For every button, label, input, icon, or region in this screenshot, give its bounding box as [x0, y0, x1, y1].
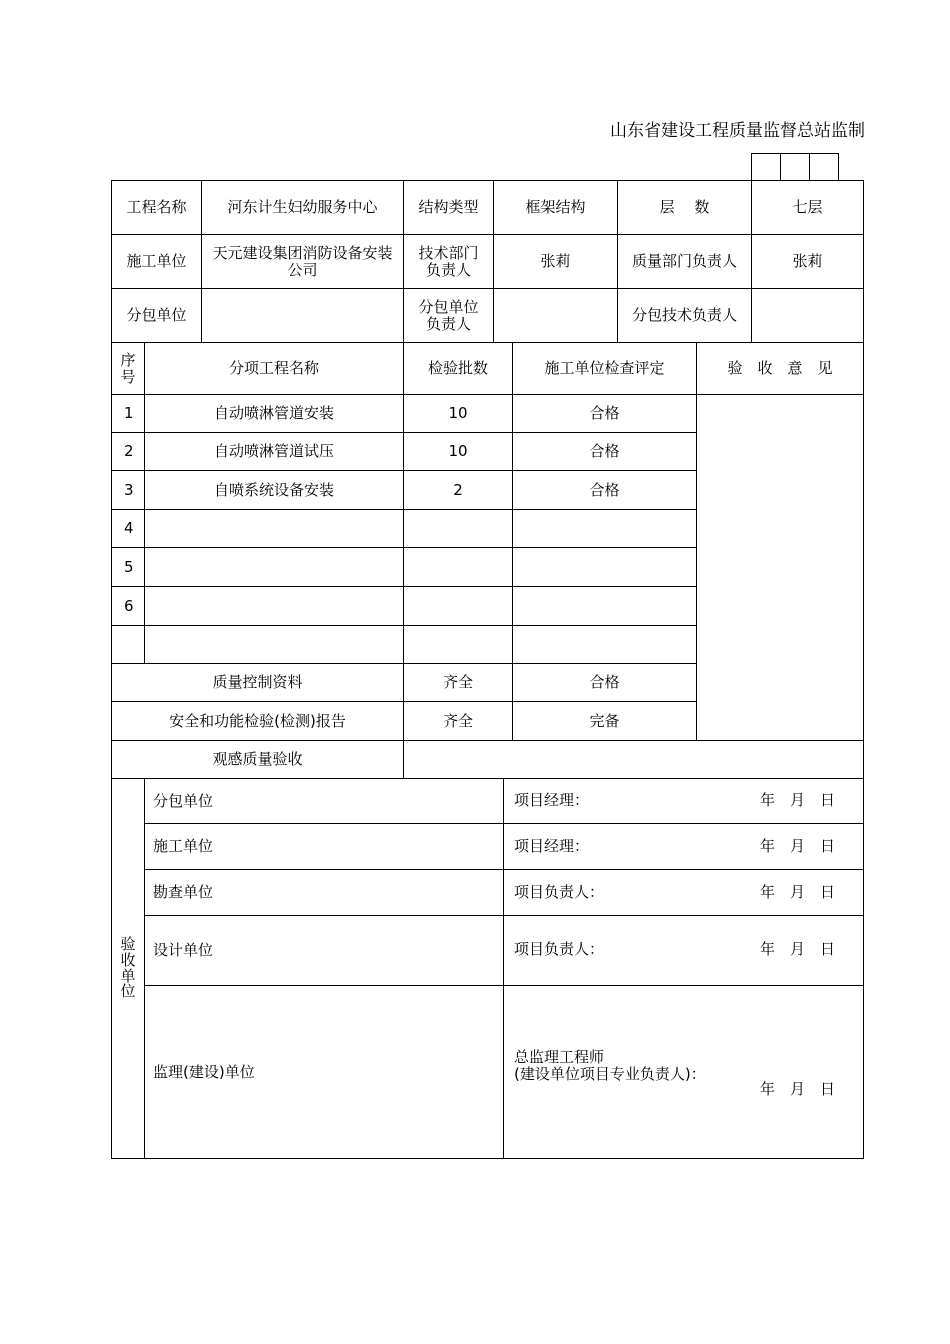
row-seq: 4: [111, 509, 145, 548]
project-name-label: 工程名称: [111, 180, 202, 235]
structure-value: 框架结构: [493, 180, 618, 235]
safety-report-value: 齐全: [403, 701, 513, 741]
row-eval: 合格: [512, 470, 697, 510]
sub-head-value[interactable]: [493, 288, 618, 343]
signoff-cell[interactable]: [503, 985, 864, 1159]
col-header-eval: 施工单位检查评定: [512, 342, 697, 395]
row-batches[interactable]: [403, 509, 513, 548]
row-eval: 合格: [512, 432, 697, 471]
col-header-batches: 检验批数: [403, 342, 513, 395]
signoff-role: 项目负责人：: [514, 883, 605, 901]
quality-head-value: 张莉: [751, 234, 864, 289]
signoff-date: 年 月 日: [760, 791, 836, 809]
quality-docs-label: 质量控制资料: [111, 663, 404, 702]
row-eval[interactable]: [512, 625, 697, 664]
structure-label: 结构类型: [403, 180, 494, 235]
row-batches[interactable]: [403, 586, 513, 626]
contractor-label: 施工单位: [111, 234, 202, 289]
subcontractor-value[interactable]: [201, 288, 404, 343]
tech-head-label: 技术部门负责人: [403, 234, 494, 289]
row-seq: 5: [111, 547, 145, 587]
contractor-value: 天元建设集团消防设备安装公司: [201, 234, 404, 289]
visual-quality-value[interactable]: [403, 740, 864, 779]
signoff-date: 年 月 日: [760, 940, 836, 958]
row-batches: 2: [403, 470, 513, 510]
quality-head-label: 质量部门负责人: [617, 234, 752, 289]
row-seq: 6: [111, 586, 145, 626]
acceptance-opinion-cell[interactable]: [696, 394, 864, 741]
safety-report-eval: 完备: [512, 701, 697, 741]
safety-report-label: 安全和功能检验(检测)报告: [111, 701, 404, 741]
row-name[interactable]: [144, 547, 404, 587]
tech-head-value: 张莉: [493, 234, 618, 289]
signoff-role: 项目经理：: [514, 791, 590, 809]
floors-label: 层 数: [617, 180, 752, 235]
project-name-value: 河东计生妇幼服务中心: [201, 180, 404, 235]
row-name[interactable]: [144, 586, 404, 626]
row-eval[interactable]: [512, 547, 697, 587]
code-box[interactable]: [809, 153, 839, 181]
code-box[interactable]: [751, 153, 781, 181]
unit-subcontractor: 分包单位: [144, 778, 504, 824]
row-name: 自喷系统设备安装: [144, 470, 404, 510]
col-header-name: 分项工程名称: [144, 342, 404, 395]
row-seq: [111, 625, 145, 664]
quality-docs-value: 齐全: [403, 663, 513, 702]
sub-tech-head-value[interactable]: [751, 288, 864, 343]
signoff-date: 年 月 日: [760, 883, 836, 901]
visual-quality-label: 观感质量验收: [111, 740, 404, 779]
signoff-cell[interactable]: [503, 778, 864, 824]
signoff-role: 项目经理：: [514, 837, 590, 855]
row-name[interactable]: [144, 509, 404, 548]
row-name: 自动喷淋管道安装: [144, 394, 404, 433]
sub-head-label: 分包单位负责人: [403, 288, 494, 343]
row-eval[interactable]: [512, 586, 697, 626]
row-batches: 10: [403, 394, 513, 433]
row-name[interactable]: [144, 625, 404, 664]
acceptance-group-label: 验收单位: [111, 778, 145, 1159]
col-header-opinion: 验 收 意 见: [696, 342, 864, 395]
col-header-seq: 序号: [111, 342, 145, 395]
row-seq: 1: [111, 394, 145, 433]
code-box[interactable]: [780, 153, 810, 181]
signoff-cell[interactable]: [503, 869, 864, 916]
row-eval: 合格: [512, 394, 697, 433]
signoff-role: 总监理工程师: [514, 1048, 605, 1066]
floors-value: 七层: [751, 180, 864, 235]
subcontractor-label: 分包单位: [111, 288, 202, 343]
row-seq: 2: [111, 432, 145, 471]
unit-design: 设计单位: [144, 915, 504, 986]
signoff-cell[interactable]: [503, 823, 864, 870]
unit-contractor: 施工单位: [144, 823, 504, 870]
quality-docs-eval: 合格: [512, 663, 697, 702]
signoff-cell[interactable]: [503, 915, 864, 986]
row-batches[interactable]: [403, 625, 513, 664]
row-seq: 3: [111, 470, 145, 510]
row-eval[interactable]: [512, 509, 697, 548]
row-batches: 10: [403, 432, 513, 471]
signoff-role: (建设单位项目专业负责人)：: [514, 1065, 706, 1083]
unit-survey: 勘查单位: [144, 869, 504, 916]
unit-supervision: 监理(建设)单位: [144, 985, 504, 1159]
row-name: 自动喷淋管道试压: [144, 432, 404, 471]
row-batches[interactable]: [403, 547, 513, 587]
sub-tech-head-label: 分包技术负责人: [617, 288, 752, 343]
code-boxes: [751, 153, 839, 181]
signoff-date: 年 月 日: [760, 1080, 836, 1098]
issuer-title: 山东省建设工程质量监督总站监制: [610, 121, 865, 141]
signoff-role: 项目负责人：: [514, 940, 605, 958]
signoff-date: 年 月 日: [760, 837, 836, 855]
